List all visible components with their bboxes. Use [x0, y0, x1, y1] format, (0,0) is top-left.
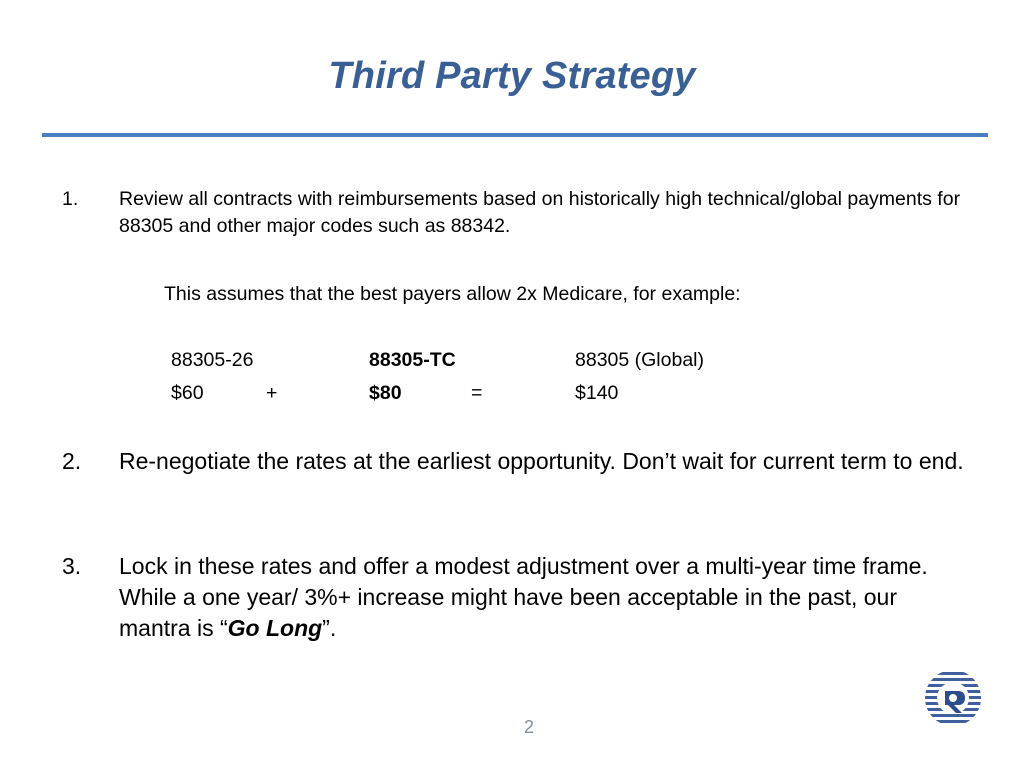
title-divider	[42, 133, 988, 137]
go-long-emphasis: Go Long	[227, 615, 323, 641]
value-global: $140	[575, 382, 619, 404]
code-technical: 88305-TC	[369, 349, 456, 371]
page-number: 2	[523, 717, 534, 737]
example-intro: This assumes that the best payers allow 2x Medicare, for example:	[164, 283, 741, 305]
list-item-number: 1.	[62, 188, 79, 210]
slide-title: Third Party Strategy	[328, 55, 696, 97]
list-item-text: Re-negotiate the rates at the earliest opportunity. Don’t wait for current term to end.	[119, 448, 964, 474]
list-item-text: Review all contracts with reimbursements based on historically high technical/global payments for 88305 and other major codes such as 88342.	[119, 188, 961, 237]
list-item-text-after: ”.	[322, 615, 337, 641]
equals-sign: =	[471, 382, 483, 404]
list-item-text-before: Lock in these rates and offer a modest adjustment over a multi-year time frame. While a one year/ 3%+ increase might have been acceptable in the past, our mantra is “	[119, 553, 928, 641]
list-item-number: 2.	[62, 448, 82, 474]
list-item-text	[119, 551, 969, 644]
plus-sign: +	[266, 382, 278, 404]
code-global: 88305 (Global)	[575, 349, 704, 371]
list-item-number: 3.	[62, 553, 82, 579]
value-professional: $60	[171, 382, 204, 404]
code-professional: 88305-26	[171, 349, 254, 371]
value-technical: $80	[369, 382, 402, 404]
